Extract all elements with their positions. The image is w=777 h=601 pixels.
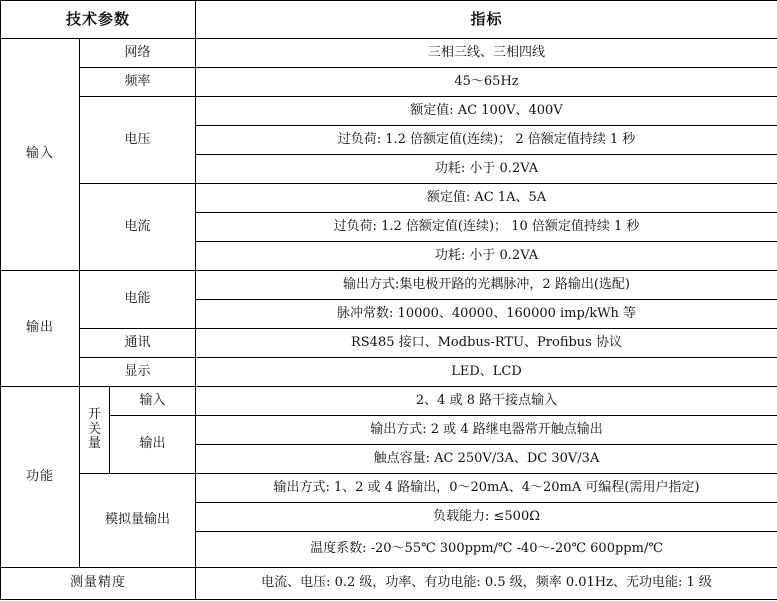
energy-mode: 输出方式:集电极开路的光耦脉冲，2 路输出(选配) <box>196 271 777 300</box>
table-row <box>1 474 777 503</box>
table-row <box>1 184 777 213</box>
network-label: 网络 <box>80 39 196 68</box>
header-spec: 指标 <box>196 1 777 39</box>
analog-label: 模拟量输出 <box>80 474 196 568</box>
switch-input-value: 2、4 或 8 路干接点输入 <box>196 387 777 416</box>
switch-output-label: 输出 <box>110 416 196 474</box>
table-row <box>1 568 777 600</box>
switch-label-char: 量 <box>87 436 101 452</box>
frequency-value: 45～65Hz <box>196 68 777 97</box>
current-overload: 过负荷: 1.2 倍额定值(连续)； 10 倍额定值持续 1 秒 <box>196 213 777 242</box>
voltage-label: 电压 <box>80 97 196 184</box>
accuracy-label: 测量精度 <box>1 568 196 600</box>
accuracy-value: 电流、电压: 0.2 级，功率、有功电能: 0.5 级，频率 0.01Hz、无功电能: 1 级 <box>196 568 777 600</box>
header-param: 技术参数 <box>1 1 196 39</box>
energy-pulse: 脉冲常数: 10000、40000、160000 imp/kWh 等 <box>196 300 777 329</box>
switch-output-capacity: 触点容量: AC 250V/3A、DC 30V/3A <box>196 445 777 474</box>
function-group-label: 功能 <box>1 387 80 568</box>
table-row <box>1 358 777 387</box>
table-row <box>1 387 777 416</box>
voltage-rated: 额定值: AC 100V、400V <box>196 97 777 126</box>
table-row <box>1 39 777 68</box>
current-label: 电流 <box>80 184 196 271</box>
network-value: 三相三线、三相四线 <box>196 39 777 68</box>
switch-output-mode: 输出方式: 2 或 4 路继电器常开触点输出 <box>196 416 777 445</box>
table-row <box>1 97 777 126</box>
analog-load: 负载能力: ≤500Ω <box>196 503 777 532</box>
switch-label <box>80 387 110 474</box>
switch-label-char: 关 <box>87 421 101 437</box>
analog-temp: 温度系数: -20～55℃ 300ppm/℃ -40～-20℃ 600ppm/℃ <box>196 532 777 568</box>
voltage-overload: 过负荷: 1.2 倍额定值(连续)； 2 倍额定值持续 1 秒 <box>196 126 777 155</box>
output-group-label: 输出 <box>1 271 80 387</box>
switch-label-char: 开 <box>87 406 101 422</box>
display-label: 显示 <box>80 358 196 387</box>
voltage-power: 功耗: 小于 0.2VA <box>196 155 777 184</box>
comm-value: RS485 接口、Modbus-RTU、Profibus 协议 <box>196 329 777 358</box>
table-row <box>1 68 777 97</box>
table-header-row <box>1 1 777 39</box>
frequency-label: 频率 <box>80 68 196 97</box>
table-row <box>1 271 777 300</box>
input-group-label: 输入 <box>1 39 80 271</box>
current-rated: 额定值: AC 1A、5A <box>196 184 777 213</box>
energy-label: 电能 <box>80 271 196 329</box>
switch-input-label: 输入 <box>110 387 196 416</box>
current-power: 功耗: 小于 0.2VA <box>196 242 777 271</box>
comm-label: 通讯 <box>80 329 196 358</box>
analog-mode: 输出方式: 1、2 或 4 路输出，0～20mA、4～20mA 可编程(需用户指定) <box>196 474 777 503</box>
table-row <box>1 416 777 445</box>
table-row <box>1 329 777 358</box>
display-value: LED、LCD <box>196 358 777 387</box>
